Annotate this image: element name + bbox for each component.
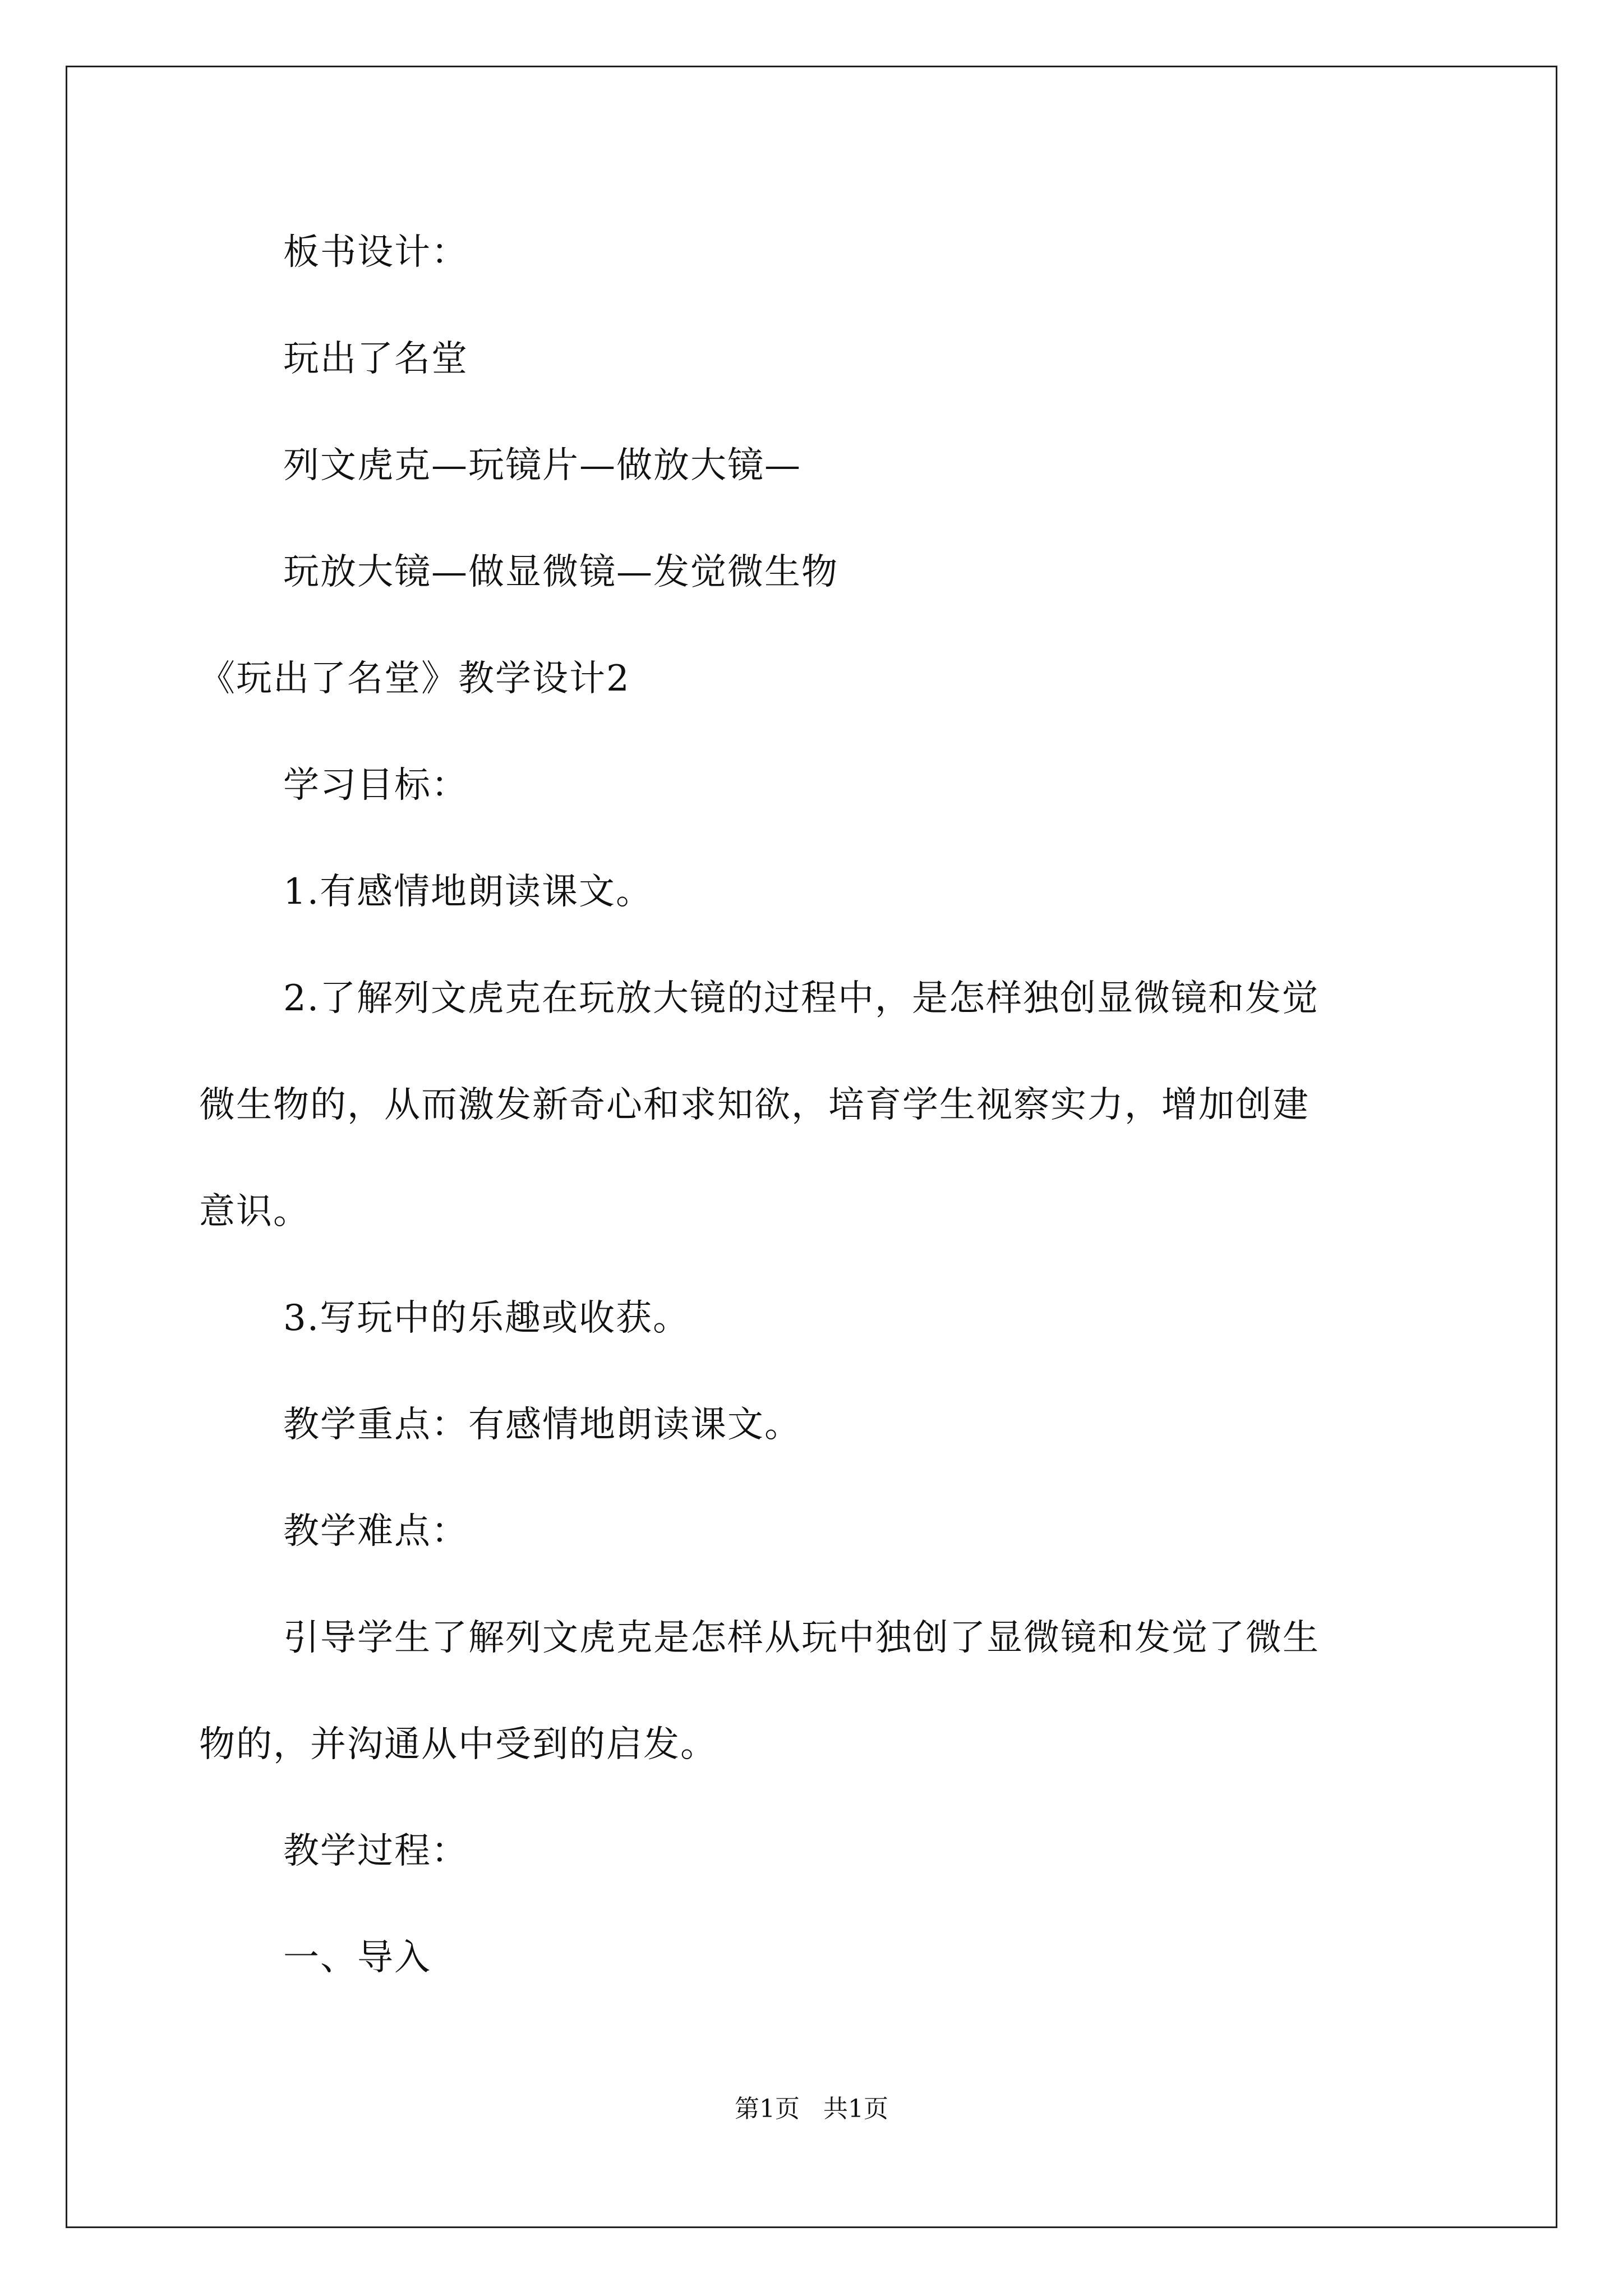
goal-1: 1.有感情地朗读课文。 bbox=[283, 871, 653, 913]
learning-goals-heading: 学习目标： bbox=[283, 765, 468, 806]
teaching-focus: 教学重点：有感情地朗读课文。 bbox=[283, 1404, 801, 1446]
goal-2-line-1: 2.了解列文虎克在玩放大镜的过程中，是怎样独创显微镜和发觉 bbox=[283, 978, 1320, 1019]
board-title-line: 玩出了名堂 bbox=[283, 338, 468, 380]
teaching-process-heading: 教学过程： bbox=[283, 1830, 468, 1872]
page-border bbox=[66, 66, 1557, 2228]
page-footer: 第1页 共1页 bbox=[735, 2095, 888, 2123]
goal-2-line-2: 微生物的，从而激发新奇心和求知欲，培育学生视察实力，增加创建 bbox=[199, 1084, 1310, 1126]
difficulty-line-1: 引导学生了解列文虎克是怎样从玩中独创了显微镜和发觉了微生 bbox=[283, 1617, 1320, 1659]
goal-3: 3.写玩中的乐趣或收获。 bbox=[283, 1297, 690, 1339]
teaching-difficulty-heading: 教学难点： bbox=[283, 1511, 468, 1552]
board-design-heading: 板书设计： bbox=[283, 232, 468, 273]
board-line-2: 玩放大镜—做显微镜—发觉微生物 bbox=[283, 551, 838, 593]
section-title: 《玩出了名堂》教学设计2 bbox=[199, 658, 630, 700]
board-line-1: 列文虎克—玩镜片—做放大镜— bbox=[283, 445, 801, 486]
goal-2-line-3: 意识。 bbox=[199, 1191, 310, 1232]
section-intro: 一、导入 bbox=[283, 1937, 431, 1978]
difficulty-line-2: 物的，并沟通从中受到的启发。 bbox=[199, 1724, 717, 1765]
